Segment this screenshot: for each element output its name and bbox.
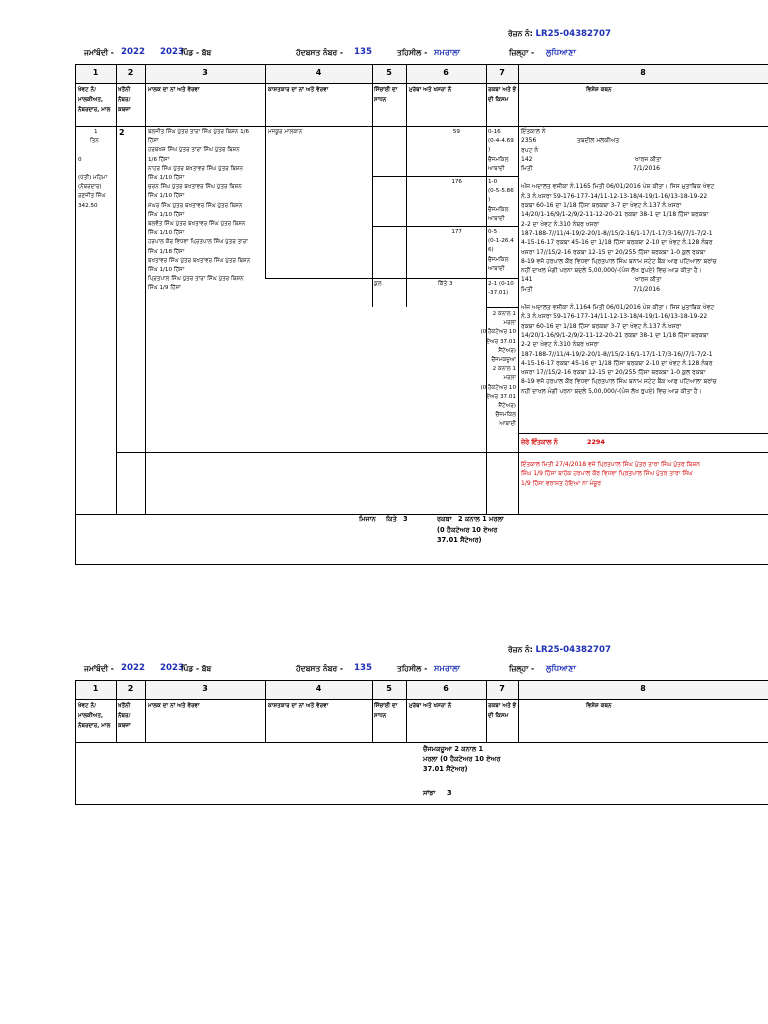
summary-line: 2 ਕਨਾਲ 1 [492, 366, 516, 373]
date-label: ਮਿਤੀ [521, 285, 533, 293]
remark-line: ਨੰ.3 ਨੰ.ਖਸਰਾ 59-176-177-14/11-12-13-18/4-19/1-16/13-18-19-22 [521, 313, 708, 321]
remark-line: 14/20/1-16/9/1-2/9/2-11-12-20-21 ਰਕਬਾ 38-1 ਦਾ 1/18 ਹਿੱਸਾ ਬਰਕਬਾ [521, 331, 709, 339]
summary-line: (0 ਹੈਕਟੇਅਰ 10 [480, 384, 516, 391]
col-header-cultivator: ਕਾਸ਼ਤਕਾਰ ਦਾ ਨਾਂ ਅਤੇ ਵੇਰਵਾ [268, 87, 329, 93]
remark-line: ਨੰ.3 ਨੰ.ਖਸਰਾ 59-176-177-14/11-12-13-18/4-19/1-16/13-18-19-22 [521, 192, 708, 200]
owner-line: ਪ੍ਰਿਤਪਾਲ ਸਿੰਘ ਪੁੱਤਰ ਤਾਰਾ ਸਿੰਘ ਪੁੱਤਰ ਬਿਸ਼ਨ [148, 276, 244, 283]
owner-line: ਮੱਘਰ ਸਿੰਘ ਪੁੱਤਰ ਬਖਤਾਵਰ ਸਿੰਘ ਪੁੱਤਰ ਬਿਸ਼ਨ [148, 202, 243, 209]
rapat-number: 142 [521, 155, 533, 163]
intkal-date: 7/1/2016 [633, 165, 660, 173]
summary-line: ਸੈਂਟੇਅਰ) [498, 403, 516, 410]
owner-line: ਸਿੰਘ 1/10 ਹਿੱਸਾ [148, 193, 185, 200]
remark-line: ਨਹੀਂ ਦਾਖਲ ਮੰਗੀ ਪਰਨਾ ਬਦਲੇ 5,00,000/-(ਪੰਜ ਲੱਖ ਰੁਪਏ) ਵਿਚ ਆੜ ਕੀਤਾ ਹੈ। [521, 387, 702, 395]
col-header-owner: ਮਾਲਕ ਦਾ ਨਾਂ ਅਤੇ ਵੇਰਵਾ [148, 703, 200, 709]
intkal-row [521, 275, 767, 284]
intkal-status: ਖਾਰਜ ਕੀਤਾ [635, 276, 662, 284]
date-row [521, 164, 767, 173]
area-line: 0-16 [488, 129, 501, 135]
area-line: ) [488, 147, 491, 154]
tehsil-value: ਸਮਰਾਲਾ [434, 663, 461, 673]
order-label: ਰੋਜ਼ਨ ਨੰ: [508, 29, 533, 38]
summary-line: ਚੈਂਜਮਕਿਲ [495, 412, 516, 419]
remark-line: 8-19 ਵਜੋ ਹਰਪਾਲ ਕੌਰ ਵਿਧਵਾ ਪ੍ਰਿਤਪਾਲ ਸਿੰਘ ਬਨਾਮ ਸਟੇਟ ਬੈਂਕ ਆਫ ਪਟਿਆਲਾ ਬਰਾਂਚ [521, 257, 717, 265]
area-line: 2-1 (0-10 [488, 281, 514, 287]
tehsil-value: ਸਮਰਾਲਾ [434, 47, 461, 57]
pind-label: ਪਿੰਡ - ਬੱਬ [181, 48, 212, 57]
summary-line: ਮਰਲਾ [503, 320, 516, 327]
summary-line: ਮਰਲਾ (0 ਹੈਕਟੇਅਰ 10 ਏਅਰ [423, 755, 501, 763]
remark-line: 2-2 ਦਾ ਖੇਵਟ ਨੰ.310 ਨੰਬਰ ਖਸਰਾ [521, 220, 599, 228]
area-summary [450, 310, 516, 430]
remark-line: ਰਕਬਾ 60-16 ਦਾ 1/18 ਹਿੱਸਾ ਬਰਕਬਾ 3-7 ਦਾ ਖੇਵਟ ਨੰ.137 ਨੰ.ਖਸਰਾ [521, 322, 682, 330]
pending-intkal-text [521, 460, 767, 488]
remarks-block [521, 127, 767, 396]
owner-line: 1/6 ਹਿੱਸਾ [148, 156, 170, 163]
date-label: ਮਿਤੀ [521, 165, 533, 173]
col-num-1: 1 [92, 684, 99, 693]
khasra-number: 177 [451, 229, 462, 235]
remark-line: ਰਕਬਾ 60-16 ਦਾ 1/18 ਹਿੱਸਾ ਬਰਕਬਾ 3-7 ਦਾ ਖੇਵਟ ਨੰ.137 ਨੰ.ਖਸਰਾ [521, 202, 682, 210]
area-line: (0-5-5.86 [488, 188, 514, 195]
rakba-label: ਰਕਬਾ [437, 515, 452, 523]
col-num-2: 2 [127, 68, 134, 77]
col-num-4: 4 [315, 68, 322, 77]
col-num-1: 1 [92, 68, 99, 77]
hadbast-label: ਹੱਦਬਸਤ ਨੰਬਰ - [296, 664, 343, 673]
col-header-khasra: ਮੁਰੱਬਾ ਅਤੇ ਖਸਰਾ ਨੰ [409, 87, 452, 93]
col-num-6: 6 [443, 684, 449, 693]
col-num-7: 7 [499, 684, 505, 693]
col-num-3: 3 [202, 684, 208, 693]
pending-intkal-label: ਜ਼ੇਰੇ ਇੰਤਕਾਲ ਨੰ [521, 438, 558, 446]
order-number [508, 29, 611, 39]
khewat-line: (ਪੱਤੀ) ਮਹਿਮਾ [78, 175, 108, 182]
col-header-cultivator: ਕਾਸ਼ਤਕਾਰ ਦਾ ਨਾਂ ਅਤੇ ਵੇਰਵਾ [268, 703, 329, 709]
intkal-status: ਖਾਰਜ ਕੀਤਾ [635, 155, 662, 163]
remark-line: 4-15-16-17 ਰਕਬਾ 45-16 ਦਾ 1/18 ਹਿੱਸਾ ਬਰਕਬਾ 2-10 ਦਾ ਖੇਵਟ ਨੰ.128 ਨੰਬਰ [521, 239, 713, 247]
remark-line: 14/20/1-16/9/1-2/9/2-11-12-20-21 ਰਕਬਾ 38-1 ਦਾ 1/18 ਹਿੱਸਾ ਬਰਕਬਾ [521, 211, 709, 219]
col-num-6: 6 [443, 68, 449, 77]
area-line: ਚੈਂਜਮਕਿਲ [488, 206, 509, 213]
khasra-area [488, 178, 518, 224]
order-label: ਰੋਜ਼ਨ ਨੰ: [508, 645, 533, 654]
year-to: 2023 [160, 47, 184, 57]
rapat-label: ਰਪਟ ਨੰ [521, 146, 539, 154]
intkal-number: 141 [521, 276, 533, 284]
col-num-7: 7 [499, 68, 505, 77]
intkal-number: 2356 [521, 137, 537, 145]
rakba-line: (0 ਹੈਕਟੇਅਰ 10 ਏਅਰ [437, 526, 498, 534]
owner-line: ਸਿੰਘ 1/18 ਹਿੱਸਾ [148, 248, 185, 255]
khewat-details [78, 128, 114, 211]
summary-line: 2 ਕਨਾਲ 1 [492, 311, 516, 317]
col-num-4: 4 [315, 684, 322, 693]
pending-intkal-number: 2294 [587, 438, 605, 446]
area-line: -37.01) [488, 290, 509, 297]
khewat-line: (ਨੰਬਰਦਾਰ) [78, 184, 102, 191]
area-line: 0-5 [488, 229, 498, 235]
pending-line: ਇੰਤਕਾਲ ਮਿਤੀ 27/4/2018 ਵਜੋ ਪ੍ਰਿਤਪਾਲ ਸਿੰਘ ਪੁੱਤਰ ਤਾਰਾ ਸਿੰਘ ਪੁੱਤਰ ਬਿਸ਼ਨ [521, 461, 701, 468]
owner-line: ਹਰਪਾਲ ਕੌਰ ਵਿਧਵਾ ਪ੍ਰਿਤਪਾਲ ਸਿੰਘ ਪੁੱਤਰ ਤਾਰਾ [148, 239, 248, 246]
area-line: 1-0 [488, 179, 498, 185]
col-header-owner: ਮਾਲਕ ਦਾ ਨਾਂ ਅਤੇ ਵੇਰਵਾ [148, 87, 200, 93]
summary-line: ਏਅਰ 37.01 [486, 393, 516, 400]
order-value: LR25-04382707 [535, 645, 611, 655]
col-num-2: 2 [127, 684, 134, 693]
rakba-line: 37.01 ਸੈਂਟੇਅਰ) [437, 536, 482, 544]
tehsil-label: ਤਹਿਸੀਲ - [397, 48, 428, 57]
owner-line: ਬਲਵੰਤ ਸਿੰਘ ਪੁੱਤਰ ਬਖਤਾਵਰ ਸਿੰਘ ਪੁੱਤਰ ਬਿਸ਼ਨ [148, 221, 246, 228]
owner-line: ਸਿੰਘ 1/10 ਹਿੱਸਾ [148, 175, 185, 182]
khasra-number: 176 [451, 179, 462, 185]
remark-line: 4-15-16-17 ਰਕਬਾ 45-16 ਦਾ 1/18 ਹਿੱਸਾ ਬਰਕਬਾ 2-10 ਦਾ ਖੇਵਟ ਨੰ.128 ਨੰਬਰ [521, 359, 713, 367]
total-area [488, 280, 518, 298]
jamabandi-label: ਜਮਾਂਬੰਦੀ - [84, 664, 114, 673]
tehsil-label: ਤਹਿਸੀਲ - [397, 664, 428, 673]
khewat-line [78, 165, 114, 174]
col-num-5: 5 [386, 684, 392, 693]
khatauni-number: 2 [119, 128, 125, 137]
summary-line: ਏਅਰ 37.01 [486, 338, 516, 345]
remark-line: ਖਸਰਾ 17//15/2-16 ਰਕਬਾ 12-15 ਦਾ 20/255 ਹਿੱਸਾ ਬਰਕਬਾ 1-0 ਕੁਲ ਰਕਬਾ [521, 248, 706, 256]
col-header-area: ਰਕਬਾ ਅਤੇ ਭੋਂ ਦੀ ਕਿਸਮ [488, 703, 517, 719]
owner-line: ਬਲਜੀਤ ਸਿੰਘ ਪੁੱਤਰ ਤਾਰਾ ਸਿੰਘ ਪੁੱਤਰ ਬਿਸ਼ਨ 1/6 [148, 129, 250, 135]
khewat-line: ਰਣਜੀਤ ਸਿੰਘ [78, 193, 106, 200]
owner-line: ਬਖਤਾਵਰ ਸਿੰਘ ਪੁੱਤਰ ਬਖਤਾਵਰ ਸਿੰਘ ਪੁੱਤਰ ਬਿਸ਼ਨ [148, 257, 251, 264]
remark-line: 187-188-7//11/4-19/2-20/1-8//15/2-16/1-17/1-17/3-16//7/1-7/2-1 [521, 350, 713, 358]
summary-line: 37.01 ਸੈਂਟੇਅਰ) [423, 765, 468, 773]
remark-line: ਖਸਰਾ 17//15/2-16 ਰਕਬਾ 12-15 ਦਾ 20/255 ਹਿੱਸਾ ਬਰਕਬਾ 1-0 ਕੁਲ ਰਕਬਾ [521, 369, 706, 377]
col-num-5: 5 [386, 68, 392, 77]
khasra-area [488, 128, 518, 174]
area-line: (0-1-26.4 [488, 238, 514, 245]
owner-line: ਸਿੰਘ 1/9 ਹਿੱਸਾ [148, 285, 181, 292]
owner-line: ਸਿੰਘ 1/10 ਹਿੱਸਾ [148, 211, 185, 218]
summary-line: ਚੈਂਜਮਕਜ਼ੂਆ 2 ਕਨਾਲ 1 [423, 745, 484, 753]
zila-label: ਜ਼ਿਲ੍ਹਾ - [509, 664, 535, 673]
milan-label: ਮਿਜਾਨ [359, 515, 376, 523]
summary-line: ਚੈਂਜਮਕਜ਼ੂਆ [491, 357, 516, 364]
khewat-number: 1 [94, 129, 98, 135]
intkal-label: ਇੰਤਕਾਲ ਨੰ [521, 128, 546, 135]
owner-line: ਹਰਬਖਸ਼ ਸਿੰਘ ਪੁੱਤਰ ਤਾਰਾ ਸਿੰਘ ਪੁੱਤਰ ਬਿਸ਼ਨ [148, 147, 240, 154]
rakba-detail [437, 525, 497, 545]
hadbast-value: 135 [354, 47, 372, 57]
area-line: (0-4-4.69 [488, 138, 514, 145]
order-number [508, 645, 611, 655]
col-num-8: 8 [640, 684, 646, 693]
remark-line: ਅੱਜ ਅਦਾਲਤ ਵਸੀਕਾ ਨੰ.1164 ਮਿਤੀ 06/01/2016 ਪੇਸ਼ ਕੀਤਾ। ਜਿਸ ਮੁਤਾਬਿਕ ਖੇਵਟ [521, 304, 715, 312]
intkal-date: 7/1/2016 [633, 285, 660, 293]
year-from: 2022 [121, 47, 145, 57]
owner-line: ਸਿੰਘ 1/10 ਹਿੱਸਾ [148, 267, 185, 274]
owner-line: ਸਿੰਘ 1/10 ਹਿੱਸਾ [148, 230, 185, 237]
total-kitte: ਕਿੱਤੇ 3 [438, 281, 453, 287]
owner-line: ਹਿੱਸਾ [148, 138, 159, 145]
col-header-remarks: ਵਿਸ਼ੇਸ਼ ਕਥਨ [586, 703, 612, 709]
rakba-value: 2 ਕਨਾਲ 1 ਮਰਲਾ [458, 515, 504, 523]
summary-line: ਮਰਲਾ [503, 375, 516, 382]
sajha-value: 3 [447, 789, 452, 797]
order-value: LR25-04382707 [535, 29, 611, 39]
rapat-row [521, 155, 767, 164]
col-header-irrigation: ਸਿੰਚਾਈ ਦਾ ਸਾਧਨ [374, 87, 398, 103]
year-from: 2022 [121, 663, 145, 673]
zila-value: ਲੁਧਿਆਣਾ [546, 663, 576, 673]
summary-line: ਆਬਾਦੀ [499, 421, 516, 428]
pending-line: 1/9 ਹਿੱਸਾ ਵਰਾਸਤ ਹੋਇਆ ਨਾ ਮੰਜ਼ੂਰ [521, 479, 602, 487]
area-line: ਆਬਾਦੀ [488, 265, 505, 272]
area-line: ਚੈਂਜਮਕਿਲ [488, 156, 509, 163]
remark-line: ਨਹੀਂ ਦਾਖਲ ਮੰਗੀ ਪਰਨਾ ਬਦਲੇ 5,00,000/-(ਪੰਜ ਲੱਖ ਰੁਪਏ) ਵਿਚ ਆੜ ਕੀਤਾ ਹੈ। [521, 267, 702, 275]
col-header-khatauni: ਖਤੌਨੀ ਨੰਬਰ/ ਕਬਜ਼ਾ [118, 703, 131, 729]
col-num-3: 3 [202, 68, 208, 77]
khasra-area [488, 228, 518, 274]
kitte-label: ਕਿਤੇ [386, 515, 397, 523]
remark-line: 2-2 ਦਾ ਖੇਵਟ ਨੰ.310 ਨੰਬਰ ਖਸਰਾ [521, 341, 599, 349]
summary-line: (0 ਹੈਕਟੇਅਰ 10 [480, 329, 516, 336]
area-line: 6) [488, 247, 494, 254]
remark-line: ਅੱਜ ਅਦਾਲਤ ਵਸੀਕਾ ਨੰ.1165 ਮਿਤੀ 06/01/2016 ਪੇਸ਼ ਕੀਤਾ। ਜਿਸ ਮੁਤਾਬਿਕ ਖੇਵਟ [521, 183, 715, 191]
col-header-khewat: ਖੇਵਟ ਨੰ/ ਮਾਲਕੀਅਤ, ਨੰਬਰਦਾਰ, ਮਾਲ [78, 87, 111, 113]
summary-area [423, 744, 500, 774]
intkal-row [521, 136, 767, 145]
zila-value: ਲੁਧਿਆਣਾ [546, 47, 576, 57]
kitte-value: 3 [403, 515, 408, 523]
col-header-remarks: ਵਿਸ਼ੇਸ਼ ਕਥਨ [586, 87, 612, 93]
owner-line: ਨਾਹਰ ਸਿੰਘ ਪੁੱਤਰ ਬਖਤਾਵਰ ਸਿੰਘ ਪੁੱਤਰ ਬਿਸ਼ਨ [148, 165, 244, 172]
khasra-number: 59 [452, 129, 460, 135]
date-row [521, 285, 767, 294]
col-header-khatauni: ਖਤੌਨੀ ਨੰਬਰ/ ਕਬਜ਼ਾ [118, 87, 131, 113]
zila-label: ਜ਼ਿਲ੍ਹਾ - [509, 48, 535, 57]
col-header-khewat: ਖੇਵਟ ਨੰ/ ਮਾਲਕੀਅਤ, ਨੰਬਰਦਾਰ, ਮਾਲ [78, 703, 111, 729]
hadbast-label: ਹੱਦਬਸਤ ਨੰਬਰ - [296, 48, 343, 57]
area-line: ਆਬਾਦੀ [488, 165, 505, 172]
year-to: 2023 [160, 663, 184, 673]
summary-line: ਸੈਂਟੇਅਰ) [498, 347, 516, 354]
col-header-khasra: ਮੁਰੱਬਾ ਅਤੇ ਖਸਰਾ ਨੰ [409, 703, 452, 709]
khewat-line: 0 [78, 156, 82, 163]
total-label: ਕੁਲ [374, 281, 382, 287]
owner-line: ਚਰਨ ਸਿੰਘ ਪੁੱਤਰ ਬਖਤਾਵਰ ਸਿੰਘ ਪੁੱਤਰ ਬਿਸ਼ਨ [148, 184, 242, 191]
col-header-area: ਰਕਬਾ ਅਤੇ ਭੋਂ ਦੀ ਕਿਸਮ [488, 87, 517, 103]
pending-line: ਸਿੰਘ 1/9 ਹਿੱਸਾ ਬਾਹੱਕ ਹਰਪਾਲ ਕੌਰ ਵਿਧਵਾ ਪ੍ਰਿਤਪਾਲ ਸਿੰਘ ਪੁੱਤਰ ਤਾਰਾ ਸਿੰਘ [521, 470, 693, 478]
hadbast-value: 135 [354, 663, 372, 673]
col-header-irrigation: ਸਿੰਚਾਈ ਦਾ ਸਾਧਨ [374, 703, 398, 719]
khewat-line [78, 146, 114, 155]
jamabandi-label: ਜਮਾਂਬੰਦੀ - [84, 48, 114, 57]
area-line: ਆਬਾਦੀ [488, 215, 505, 222]
col-num-8: 8 [640, 68, 646, 77]
sajha-label: ਸਾਂਝਾ [423, 789, 436, 797]
khewat-line: ਤਿਨ [90, 138, 99, 145]
intkal-type: ਤਬਦੀਲ ਮਲਕੀਅਤ [577, 137, 620, 145]
pind-label: ਪਿੰਡ - ਬੱਬ [181, 664, 212, 673]
remark-line: 8-19 ਵਜੋ ਹਰਪਾਲ ਕੌਰ ਵਿਧਵਾ ਪ੍ਰਿਤਪਾਲ ਸਿੰਘ ਬਨਾਮ ਸਟੇਟ ਬੈਂਕ ਆਫ ਪਟਿਆਲਾ ਬਰਾਂਚ [521, 378, 717, 386]
owners-list [148, 128, 266, 294]
area-line: ) [488, 197, 491, 204]
area-line: ਚੈਂਜਮਕਿਲ [488, 256, 509, 263]
remark-line: 187-188-7//11/4-19/2-20/1-8//15/2-16/1-17/1-17/3-16//7/1-7/2-1 [521, 229, 713, 237]
khewat-line: 342.50 [78, 202, 98, 209]
cultivator-name: ਮਜਕੂਰ ਮਾਲਕਾਨ [268, 129, 303, 135]
